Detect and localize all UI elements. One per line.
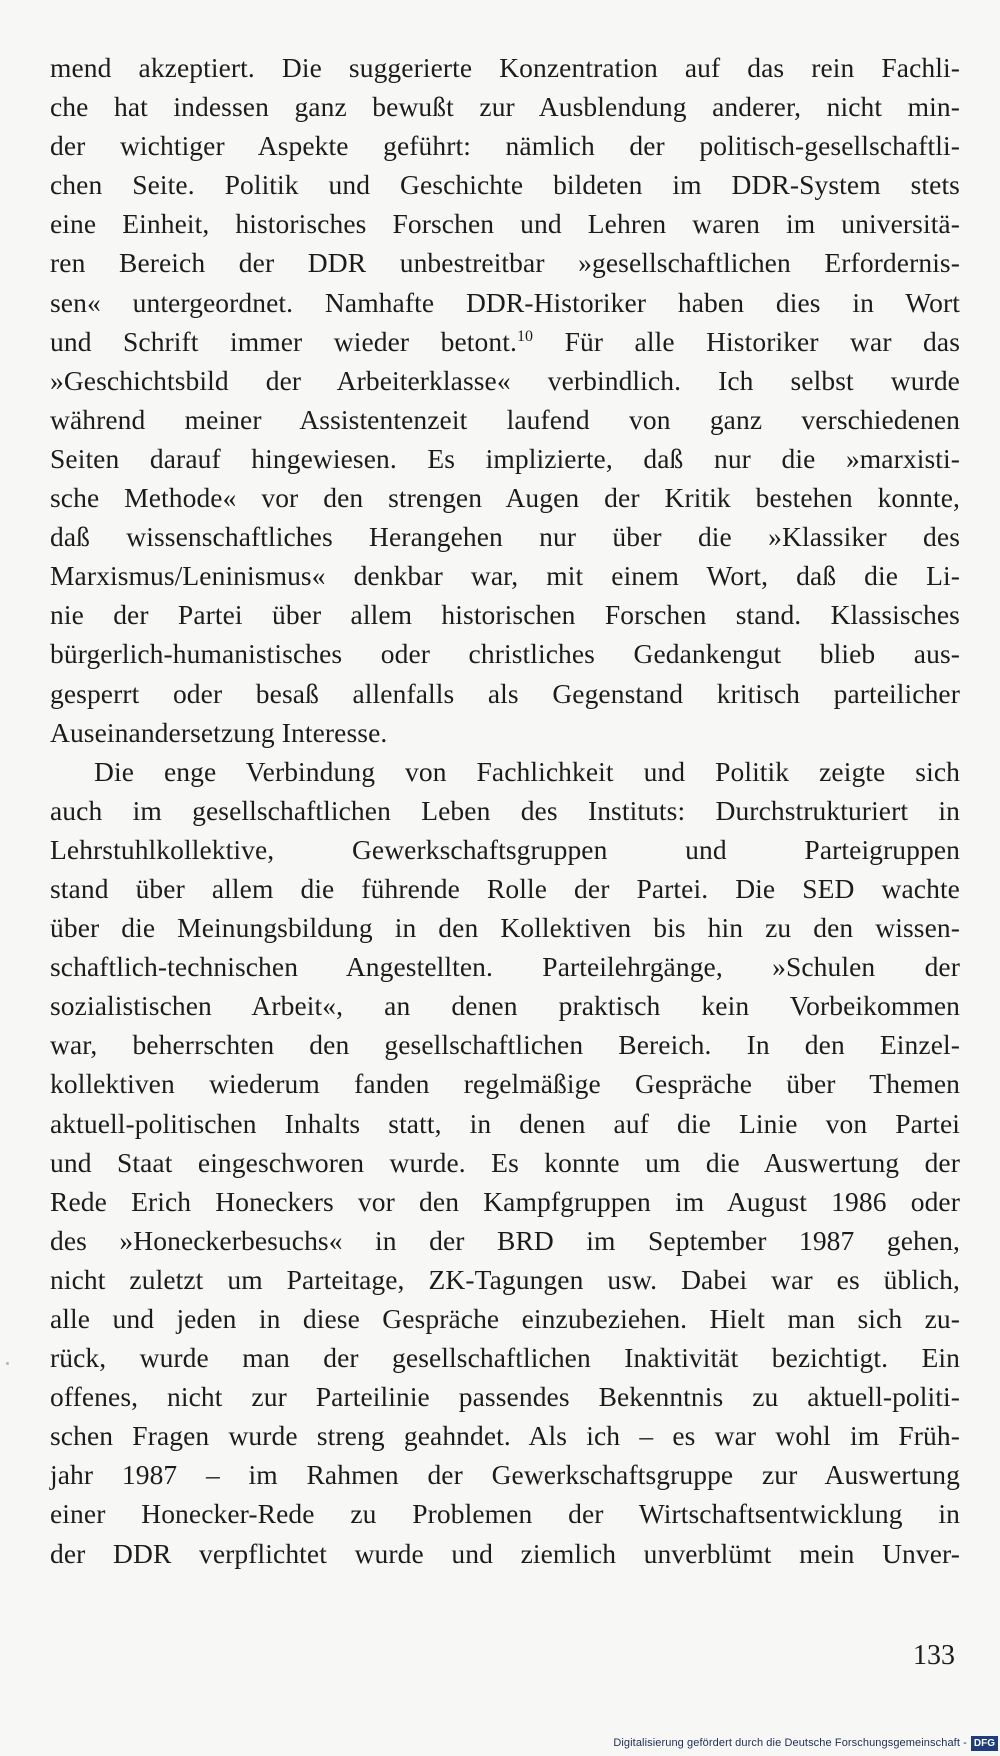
text-line: daß wissenschaftliches Herangehen nur über die »Klassiker des: [50, 521, 960, 553]
text-line: nie der Partei über allem historischen Forschen stand. Klassisches: [50, 599, 960, 631]
text-line: Seiten darauf hingewiesen. Es implizierte, daß nur die »marxisti-: [50, 442, 960, 474]
page-number: 133: [913, 1640, 955, 1671]
text-line: Auseinandersetzung Interesse.: [50, 716, 388, 748]
text-line: mend akzeptiert. Die suggerierte Konzentration auf das rein Fachli-: [50, 52, 960, 83]
text-line: einer Honecker-Rede zu Problemen der Wirtschaftsentwicklung in: [50, 1498, 960, 1530]
text-line: während meiner Assistentenzeit laufend von ganz verschiedenen: [50, 403, 960, 435]
text-line: eine Einheit, historisches Forschen und Lehren waren im universitä-: [50, 208, 960, 240]
text-line: jahr 1987 – im Rahmen der Gewerkschaftsgruppe zur Auswertung: [50, 1459, 960, 1491]
body-text: [50, 48, 960, 1573]
text-line: schen Fragen wurde streng geahndet. Als ich – es war wohl im Früh-: [50, 1420, 960, 1452]
text-line: aktuell-politischen Inhalts statt, in denen auf die Linie von Partei: [50, 1107, 960, 1139]
text-line: bürgerlich-humanistisches oder christliches Gedankengut blieb aus-: [50, 638, 960, 670]
text-line: sozialistischen Arbeit«, an denen praktisch kein Vorbeikommen: [50, 990, 960, 1022]
footnote-reference[interactable]: 10: [516, 327, 534, 345]
paragraph-first-line: Die enge Verbindung von Fachlichkeit und Politik zeigte sich: [94, 755, 960, 787]
text-segment: und Schrift immer wieder betont.: [50, 325, 517, 357]
text-line: chen Seite. Politik und Geschichte bildeten im DDR-System stets: [50, 169, 960, 201]
text-line: stand über allem die führende Rolle der Partei. Die SED wachte: [50, 872, 960, 904]
text-line: kollektiven wiederum fanden regelmäßige Gespräche über Themen: [50, 1068, 960, 1100]
digitization-footer: [613, 1734, 1000, 1752]
text-line: des »Honeckerbesuchs« in der BRD im September 1987 gehen,: [50, 1224, 960, 1256]
text-line: che hat indessen ganz bewußt zur Ausblendung anderer, nicht min-: [50, 91, 960, 123]
text-segment: Für alle Historiker war das: [533, 325, 960, 357]
text-line-with-footnote: [50, 322, 960, 361]
text-line: sen« untergeordnet. Namhafte DDR-Historiker haben dies in Wort: [50, 286, 960, 318]
text-line: der DDR verpflichtet wurde und ziemlich unverblümt mein Unver-: [50, 1537, 960, 1569]
text-line: schaftlich-technischen Angestellten. Parteilehrgänge, »Schulen der: [50, 951, 960, 983]
text-line: und Staat eingeschworen wurde. Es konnte um die Auswertung der: [50, 1146, 960, 1178]
text-line: auch im gesellschaftlichen Leben des Instituts: Durchstrukturiert in: [50, 794, 960, 826]
text-line: rück, wurde man der gesellschaftlichen Inaktivität bezichtigt. Ein: [50, 1342, 960, 1374]
text-line: Lehrstuhlkollektive, Gewerkschaftsgruppen und Parteigruppen: [50, 833, 960, 865]
scan-artifact: [6, 1362, 9, 1365]
dfg-logo-icon: DFG: [971, 1736, 998, 1751]
text-line: alle und jeden in diese Gespräche einzubeziehen. Hielt man sich zu-: [50, 1303, 960, 1334]
text-line: offenes, nicht zur Parteilinie passendes Bekenntnis zu aktuell-politi-: [50, 1381, 960, 1413]
text-line: nicht zuletzt um Parteitage, ZK-Tagungen usw. Dabei war es üblich,: [50, 1263, 960, 1295]
text-line: war, beherrschten den gesellschaftlichen Bereich. In den Einzel-: [50, 1029, 960, 1061]
text-line: »Geschichtsbild der Arbeiterklasse« verbindlich. Ich selbst wurde: [50, 364, 960, 396]
text-line: über die Meinungsbildung in den Kollektiven bis hin zu den wissen-: [50, 912, 960, 944]
text-line: Rede Erich Honeckers vor den Kampfgruppen im August 1986 oder: [50, 1185, 960, 1217]
text-line: Marxismus/Leninismus« denkbar war, mit einem Wort, daß die Li-: [50, 560, 960, 592]
footer-text: Digitalisierung gefördert durch die Deutsche Forschungsgemeinschaft -: [613, 1737, 967, 1749]
text-line: gesperrt oder besaß allenfalls als Gegenstand kritisch parteilicher: [50, 677, 960, 709]
text-line: ren Bereich der DDR unbestreitbar »gesellschaftlichen Erfordernis-: [50, 247, 960, 279]
text-line: der wichtiger Aspekte geführt: nämlich der politisch-gesellschaftli-: [50, 130, 960, 162]
text-line: sche Methode« vor den strengen Augen der Kritik bestehen konnte,: [50, 482, 960, 514]
